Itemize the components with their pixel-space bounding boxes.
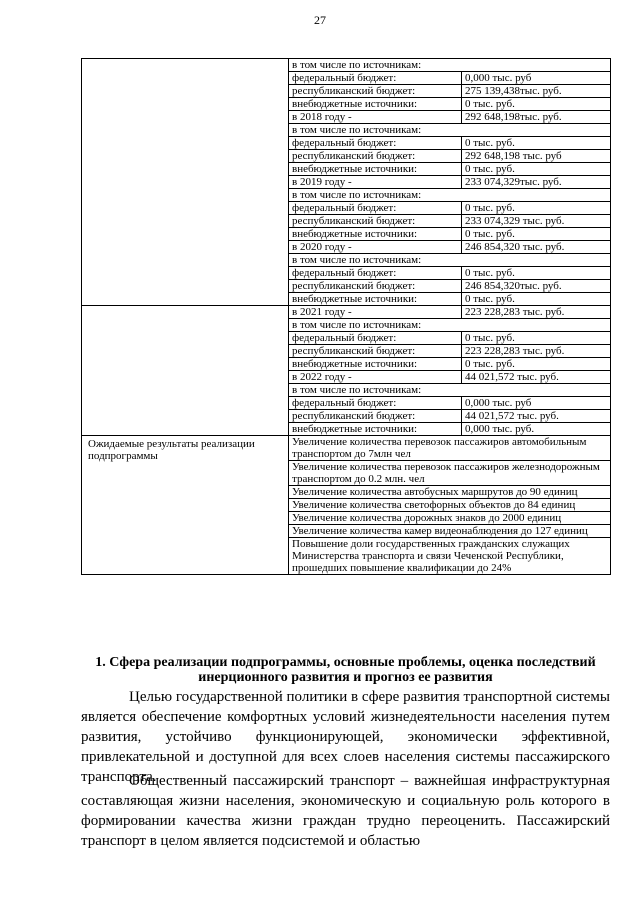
funding-label: в том числе по источникам: [289,319,611,332]
expected-result-item: Повышение доли государственных гражданских служащих Министерства транспорта и связи Чеченской Республики, прошедших повышение квалификации до 24% [289,538,611,575]
funding-value: 0 тыс. руб. [462,98,611,111]
funding-label: в 2022 году - [289,371,462,384]
funding-value: 275 139,438тыс. руб. [462,85,611,98]
expected-result-row [82,436,611,461]
funding-label: федеральный бюджет: [289,267,462,280]
funding-label: в 2018 году - [289,111,462,124]
funding-value: 0 тыс. руб. [462,163,611,176]
funding-label: в том числе по источникам: [289,384,611,397]
body-paragraph-1: Целью государственной политики в сфере развития транспортной системы является обеспечение комфортных условий жизнедеятельности населения путем развития, устойчиво функционирующей, экономически эффективной, привлекательной и доступной для всех слоев населения системы пассажирского транспорта. [81,689,610,785]
funding-row [82,306,611,319]
section-heading: 1. Сфера реализации подпрограммы, основные проблемы, оценка последствий инерционного развития и прогноз ее развития [95,655,596,685]
funding-label: в том числе по источникам: [289,254,611,267]
funding-value: 246 854,320тыс. руб. [462,280,611,293]
funding-label: внебюджетные источники: [289,98,462,111]
funding-value: 223 228,283 тыс. руб. [462,345,611,358]
funding-value: 0 тыс. руб. [462,267,611,280]
funding-label: федеральный бюджет: [289,137,462,150]
funding-value: 233 074,329тыс. руб. [462,176,611,189]
funding-label: внебюджетные источники: [289,358,462,371]
expected-result-item: Увеличение количества перевозок пассажиров автомобильным транспортом до 7млн чел [289,436,611,461]
funding-label: внебюджетные источники: [289,293,462,306]
funding-label: федеральный бюджет: [289,72,462,85]
funding-value: 292 648,198 тыс. руб [462,150,611,163]
expected-result-item: Увеличение количества дорожных знаков до 2000 единиц [289,512,611,525]
funding-value: 292 648,198тыс. руб. [462,111,611,124]
funding-label: республиканский бюджет: [289,345,462,358]
funding-value: 0 тыс. руб. [462,202,611,215]
expected-result-item: Увеличение количества светофорных объектов до 84 единиц [289,499,611,512]
funding-label: внебюджетные источники: [289,163,462,176]
funding-label: в 2019 году - [289,176,462,189]
funding-value: 0 тыс. руб. [462,293,611,306]
expected-result-item: Увеличение количества камер видеонаблюдения до 127 единиц [289,525,611,538]
funding-label: в 2020 году - [289,241,462,254]
page-number: 27 [314,13,326,27]
funding-value: 0,000 тыс. руб. [462,423,611,436]
funding-value: 233 074,329 тыс. руб. [462,215,611,228]
expected-results-label: Ожидаемые результаты реализации подпрограммы [82,436,289,575]
funding-value: 44 021,572 тыс. руб. [462,410,611,423]
funding-label: в том числе по источникам: [289,189,611,202]
funding-label: республиканский бюджет: [289,215,462,228]
funding-value: 223 228,283 тыс. руб. [462,306,611,319]
funding-table [81,58,611,575]
body-paragraph-2: Общественный пассажирский транспорт – важнейшая инфраструктурная составляющая жизни населения, экономическую и социальную роль которого в формировании качества жизни граждан трудно переоценить. Пассажирский транспорт в целом является подсистемой и областью [81,773,610,849]
funding-row [82,59,611,72]
funding-value: 44 021,572 тыс. руб. [462,371,611,384]
funding-label: республиканский бюджет: [289,410,462,423]
funding-value: 246 854,320 тыс. руб. [462,241,611,254]
funding-label: федеральный бюджет: [289,397,462,410]
funding-label: федеральный бюджет: [289,202,462,215]
funding-value: 0,000 тыс. руб [462,397,611,410]
funding-label: в том числе по источникам: [289,59,611,72]
funding-label: республиканский бюджет: [289,150,462,163]
funding-value: 0 тыс. руб. [462,358,611,371]
funding-value: 0 тыс. руб. [462,137,611,150]
empty-label-cell [82,59,289,306]
funding-label: федеральный бюджет: [289,332,462,345]
funding-label: республиканский бюджет: [289,280,462,293]
expected-result-item: Увеличение количества автобусных маршрутов до 90 единиц [289,486,611,499]
funding-label: внебюджетные источники: [289,423,462,436]
funding-label: республиканский бюджет: [289,85,462,98]
funding-value: 0 тыс. руб. [462,332,611,345]
funding-value: 0,000 тыс. руб [462,72,611,85]
funding-label: в том числе по источникам: [289,124,611,137]
funding-value: 0 тыс. руб. [462,228,611,241]
empty-label-cell [82,306,289,436]
expected-result-item: Увеличение количества перевозок пассажиров железнодорожным транспортом до 0.2 млн. чел [289,461,611,486]
funding-label: внебюджетные источники: [289,228,462,241]
funding-label: в 2021 году - [289,306,462,319]
